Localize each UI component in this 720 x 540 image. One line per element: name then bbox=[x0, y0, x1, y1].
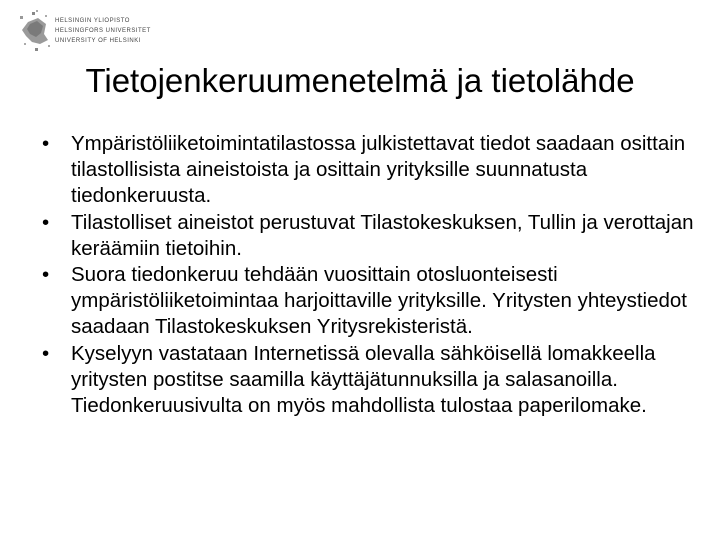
bullet-text: Kyselyyn vastataan Internetissä olevalla sähköisellä lomakkeella yritysten postitse saamilla käyttäjätunnuksilla ja salasanoilla. Tiedonkeruusivulta on myös mahdollista tulostaa paperilomake. bbox=[71, 341, 656, 418]
logo-text bbox=[55, 16, 151, 46]
bullet-list bbox=[42, 131, 702, 419]
bullet-item bbox=[42, 262, 702, 341]
bullet-item bbox=[42, 341, 702, 420]
bullet-icon: • bbox=[42, 210, 50, 234]
bullet-text: Suora tiedonkeruu tehdään vuosittain otosluonteisesti ympäristöliiketoimintaa harjoittaville yrityksille. Yritysten yhteystiedot saadaan Tilastokeskuksen Yritysrekisteristä. bbox=[71, 263, 687, 339]
logo-line-en: UNIVERSITY OF HELSINKI bbox=[55, 38, 141, 44]
university-logo bbox=[18, 10, 151, 52]
bullet-icon: • bbox=[42, 132, 50, 155]
bullet-item bbox=[42, 210, 702, 262]
logo-line-sv: HELSINGFORS UNIVERSITET bbox=[55, 28, 151, 34]
university-seal-icon bbox=[18, 10, 52, 52]
bullet-text: Tilastolliset aineistot perustuvat Tilastokeskuksen, Tullin ja verottajan keräämiin tietoihin. bbox=[71, 210, 694, 260]
slide-title: Tietojenkeruumenetelmä ja tietolähde bbox=[85, 62, 635, 99]
bullet-icon: • bbox=[42, 341, 50, 365]
bullet-item bbox=[42, 131, 702, 210]
bullet-icon: • bbox=[42, 263, 50, 287]
logo-line-fi: HELSINGIN YLIOPISTO bbox=[55, 18, 130, 24]
bullet-text: Ympäristöliiketoimintatilastossa julkistettavat tiedot saadaan osittain tilastollisista aineistoista ja osittain yrityksille suunnatusta tiedonkeruusta. bbox=[71, 132, 686, 208]
